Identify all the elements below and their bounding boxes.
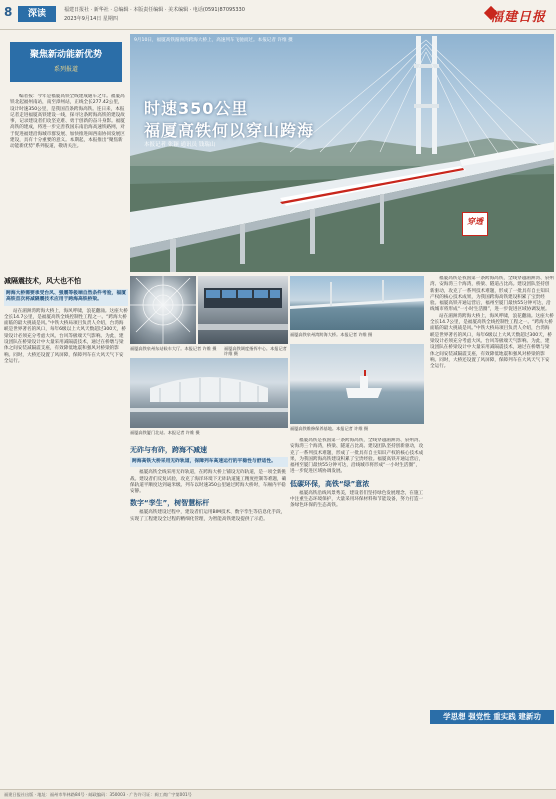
article-column-2 xyxy=(130,442,288,784)
body-text-6: 福厦高铁是我国第一条跨海高铁，全线穿越湄洲湾、泉州湾、安海湾三个海湾，桥梁、隧道占比高。建设团队坚持创新驱动，攻克了一系列技术难题，形成了一批具有自主知识产权的核心技术成果，为我国跨海高铁建设积累了宝贵经验。福厦高铁开通运营后，福州至厦门最快55分钟可达，沿线城市将形成“一小时生活圈”，进一步促进区域协调发展。 xyxy=(430,276,554,313)
column-tag xyxy=(462,212,488,236)
body-text-5: 福厦高铁沿线风景秀美，建设者们坚持绿色发展理念，在施工中注重生态环境保护，大量采用环保材料和节能设备，努力打造一条绿色环保的生态高铁。 xyxy=(290,490,424,509)
photo-caption-5: 福厦高铁维修保养基地。本报记者 许维 摄 xyxy=(290,426,369,431)
masthead xyxy=(0,0,556,30)
photo-control-center xyxy=(198,276,288,344)
hero-caption: 9月10日，福厦高铁湄洲湾跨海大桥上，高速列车飞驰而过。本报记者 许维 摄 xyxy=(134,38,293,43)
deck-2: 跨海高铁大桥采用无砟轨道，保障列车高速运行的平稳性与舒适性。 xyxy=(130,457,288,467)
editor-note xyxy=(10,94,126,272)
photo-station-aerial xyxy=(130,358,288,428)
body-text-4: 福厦高铁是我国第一条跨海高铁，全线穿越湄洲湾、泉州湾、安海湾三个海湾，桥梁、隧道占比高。建设团队坚持创新驱动，攻克了一系列技术难题，形成了一批具有自主知识产权的核心技术成果，为我国跨海高铁建设积累了宝贵经验。福厦高铁开通运营后，福州至厦门最快55分钟可达，沿线城市将形成“一小时生活圈”，进一步促进区域协调发展。 xyxy=(290,438,424,475)
section-heading-1: 减隔震技术，风大也不怕 xyxy=(4,277,81,285)
article-column-4 xyxy=(430,276,554,706)
series-title: 聚焦新动能新优势 xyxy=(29,50,102,60)
body-text-1: 站在湄洲湾跨海大桥上，海风呼啸，浪花翻涌。这座大桥全长14.7公里，是福厦高铁全线控制性工程之一。“跨海大桥面临的最大挑战是风。”中铁大桥局项目负责人介绍，台湾海峡是世界著名的风口，每年6级以上大风天数超过300天，桥梁设计必须充分考虑大风、台风等极端天气影响。为此，建设团队在桥梁设计中大量采用减隔震技术，通过在桥墩与梁体之间安装减隔震支座，有效降低地震和强风对桥梁的影响。同时，大桥还设置了风屏障，保障列车在大风天气下安全运行。 xyxy=(4,308,128,364)
photo-caption-1: 福厦高铁泉州东站候车大厅。本报记者 许维 摄 xyxy=(130,346,217,351)
photo-caption-3: 福厦高铁泉州湾跨海大桥。本报记者 许维 摄 xyxy=(290,332,373,337)
series-banner xyxy=(10,42,122,82)
slogan-banner: 学思想 强党性 重实践 建新功 xyxy=(430,710,554,724)
section-heading-4: 低碳环保，高铁“绿”意浓 xyxy=(290,479,370,488)
hero-bridge-illustration xyxy=(130,34,554,272)
article-column-1 xyxy=(4,276,128,784)
page-number: 8 xyxy=(4,5,13,19)
newspaper-logo[interactable]: 福建日报 xyxy=(489,10,546,25)
photo-caption-2: 福厦高铁调度指挥中心。本报记者 许维 摄 xyxy=(224,346,287,356)
byline: 本报记者 张颖 通讯员 钱瑞山 xyxy=(144,142,216,148)
photo-caption-4: 福厦高铁厦门北站。本报记者 许维 摄 xyxy=(130,430,200,435)
hero-photo xyxy=(130,34,554,272)
page-footer xyxy=(0,789,556,799)
photo-maintenance-base xyxy=(290,344,424,424)
photo-station-hall xyxy=(130,276,196,344)
headline-line-2: 福厦高铁何以穿山跨海 xyxy=(144,121,315,140)
section-label[interactable]: 深读 xyxy=(18,6,56,22)
series-sidebar xyxy=(4,34,128,272)
editor-note-text: 编者按：今年是福厦高铁全线建成通车之年。福厦高铁北起福州南站，南至漳州站，正线全长277.42公里，设计时速350公里，是我国首条跨海高铁。连日来，本报记者走进福厦高铁建设一线，探寻这条跨海高铁的建设故事，记录建设者们攻坚克难、勇于创新的奋斗身影。福厦高铁的建成，将进一步完善我国东南沿海高速铁路网，对于促进福建沿海城市群发展、加快推进闽西南协同发展区建设，具有十分重要的意义。本期起，本报推出“聚焦新动能新优势”系列报道，敬请关注。 xyxy=(10,94,125,150)
deck-1: 跨海大桥需要承受台风、强震等极端自然条件考验，福厦高铁首次将减隔震技术应用于跨海高铁桥梁。 xyxy=(4,289,128,306)
masthead-info: 福建日报社 · 新华社 · 总编辑 · 本版责任编辑 · 美术编辑 · 电话(0591)87095330 xyxy=(64,7,245,13)
body-text-7: 站在湄洲湾跨海大桥上，海风呼啸，浪花翻涌。这座大桥全长14.7公里，是福厦高铁全线控制性工程之一。“跨海大桥面临的最大挑战是风。”中铁大桥局项目负责人介绍，台湾海峡是世界著名的风口，每年6级以上大风天数超过300天，桥梁设计必须充分考虑大风、台风等极端天气影响。为此，建设团队在桥梁设计中大量采用减隔震技术，通过在桥墩与梁体之间安装减隔震支座，有效降低地震和强风对桥梁的影响。同时，大桥还设置了风屏障，保障列车在大风天气下安全运行。 xyxy=(430,313,554,370)
body-text-2: 福厦高铁全线采用无砟轨道，在跨海大桥上铺设无砟轨道，是一项全新挑战。建设者们反复试验，攻克了海洋环境下无砟轨道施工精度控制等难题，确保轨道平顺度达到毫米级。列车以时速350公里通过跨海大桥时，车厢内平稳安静。 xyxy=(130,470,287,495)
series-subtitle: 系列报道 xyxy=(53,66,78,73)
section-heading-2: 无砟与有砟，跨海不减速 xyxy=(130,446,207,454)
column-tag-text: 穿透 xyxy=(467,217,483,226)
headline-line-1: 时速350公里 xyxy=(144,99,249,118)
masthead-date: 2023年9月14日 星期四 xyxy=(64,16,118,22)
photo-bay-bridge xyxy=(290,276,424,330)
article-column-3 xyxy=(290,438,424,784)
body-text-3: 福厦高铁建设过程中，建设者们运用BIM技术、数字孪生等信息化手段，实现了工程建设全过程的精细化管理，为智能高铁建设提供了示范。 xyxy=(130,510,286,522)
section-heading-3: 数字“孪生”，树智慧标杆 xyxy=(130,499,210,508)
footer-text: 福建日报社出版 · 地址：福州市华林路84号 · 邮政编码：350003 · 广告许可证：闽工商广字第001号 xyxy=(4,792,192,797)
